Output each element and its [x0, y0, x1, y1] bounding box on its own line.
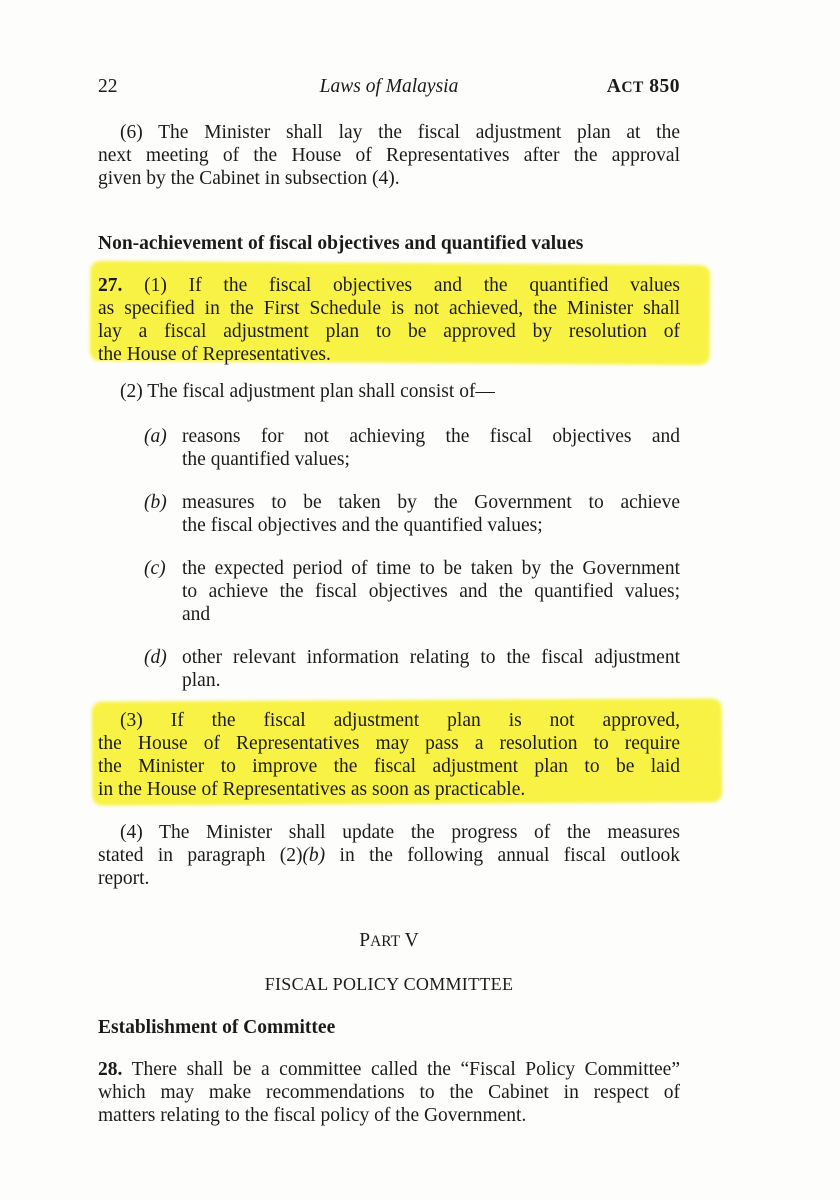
section-number: 28.: [98, 1059, 123, 1080]
paragraph-label: (b): [144, 492, 167, 513]
text-line: the quantified values;: [182, 449, 350, 470]
text-line: matters relating to the fiscal policy of the Government.: [98, 1105, 527, 1126]
text-span: P: [359, 930, 371, 951]
subsection-26-6: [98, 121, 680, 144]
section-heading-27: Non-achievement of fiscal objectives and quantified values: [98, 233, 584, 254]
text-line: to achieve the fiscal objectives and the quantified values;: [182, 581, 680, 602]
text-line: [98, 1058, 680, 1081]
paragraph-d: [144, 646, 680, 692]
subsection-27-1: [98, 274, 680, 366]
text-line: next meeting of the House of Representatives after the approval: [98, 145, 680, 166]
text-line: (3) If the fiscal adjustment plan is not approved,: [120, 710, 680, 731]
subsection-27-2: (2) The fiscal adjustment plan shall consist of—: [120, 381, 495, 402]
paragraph-label: (a): [144, 426, 167, 447]
text-span: There shall be a committee called the “Fiscal Policy Committee”: [122, 1059, 680, 1080]
text-span: (1) If the fiscal objectives and the quantified values: [122, 275, 680, 296]
paragraph-label: (d): [144, 647, 167, 668]
subsection-27-3: [98, 709, 680, 732]
text-line: as specified in the First Schedule is not achieved, the Minister shall: [98, 298, 680, 319]
subsection-27-4-cont: [98, 844, 680, 890]
text-line: in the House of Representatives as soon as practicable.: [98, 779, 526, 800]
page-number: 22: [98, 76, 118, 97]
text-line: reasons for not achieving the fiscal objectives and: [182, 426, 680, 447]
text-span: V: [400, 930, 419, 951]
paragraph-c: [144, 557, 680, 626]
text-line: the Minister to improve the fiscal adjustment plan to be laid: [98, 756, 680, 777]
text-span: (b): [302, 845, 326, 866]
text-line: report.: [98, 868, 150, 889]
section-number: 27.: [98, 275, 123, 296]
subsection-27-3-cont: [98, 732, 680, 801]
section-28: [98, 1058, 680, 1127]
text-line: the fiscal objectives and the quantified values;: [182, 515, 543, 536]
text-line: (6) The Minister shall lay the fiscal adjustment plan at the: [120, 122, 680, 143]
page-header: [98, 76, 680, 102]
text-line: other relevant information relating to the fiscal adjustment: [182, 647, 680, 668]
text-span: stated in paragraph (2): [98, 845, 303, 866]
text-line: plan.: [182, 670, 221, 691]
paragraph-label: (c): [144, 558, 166, 579]
text-line: [98, 274, 680, 297]
text-line: the House of Representatives may pass a resolution to require: [98, 733, 680, 754]
paragraph-a: [144, 425, 680, 471]
book-title: Laws of Malaysia: [319, 76, 459, 97]
text-line: and: [182, 604, 211, 625]
text-line: [98, 844, 680, 867]
text-line: (4) The Minister shall update the progress of the measures: [120, 822, 680, 843]
paragraph-b: [144, 491, 680, 537]
section-heading-28: Establishment of Committee: [98, 1017, 336, 1038]
text-line: measures to be taken by the Government to achieve: [182, 492, 680, 513]
text-span: in the following annual fiscal outlook: [325, 845, 680, 866]
subsection-27-4: [98, 821, 680, 844]
text-line: the House of Representatives.: [98, 344, 331, 365]
part-title: FISCAL POLICY COMMITTEE: [264, 974, 514, 994]
text-line: the expected period of time to be taken by the Government: [182, 558, 680, 579]
subsection-26-6-cont: [98, 144, 680, 190]
text-span: ART: [370, 933, 401, 950]
text-line: given by the Cabinet in subsection (4).: [98, 168, 400, 189]
act-number: ACT 850: [606, 76, 680, 97]
text-line: which may make recommendations to the Cabinet in respect of: [98, 1082, 680, 1103]
part-label: [98, 930, 680, 952]
text-line: lay a fiscal adjustment plan to be approved by resolution of: [98, 321, 680, 342]
